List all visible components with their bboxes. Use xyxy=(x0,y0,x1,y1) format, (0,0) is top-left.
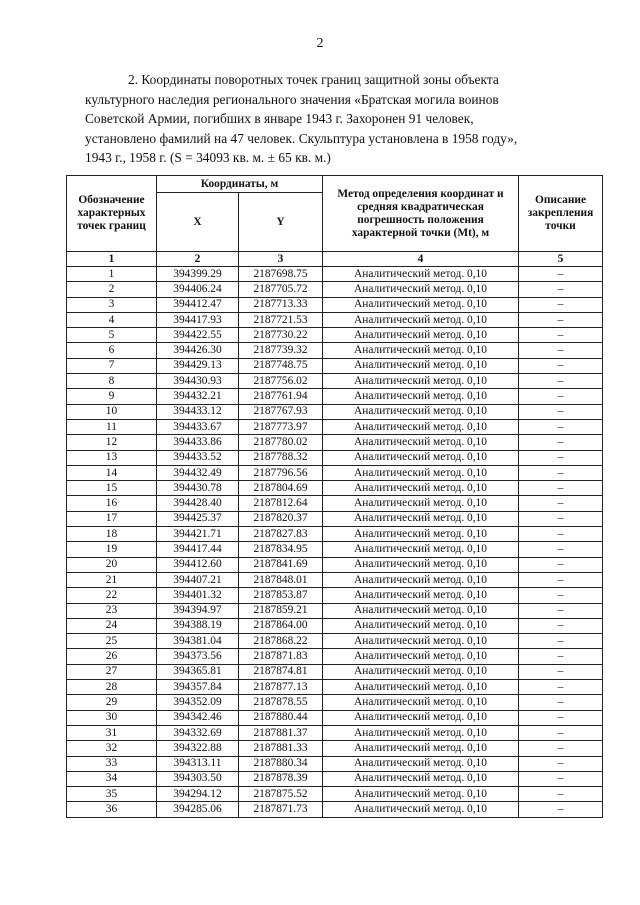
x-coordinate-cell: 394422.55 xyxy=(157,328,239,343)
intro-paragraph xyxy=(85,70,593,168)
description-cell: – xyxy=(519,496,603,511)
table-row xyxy=(67,618,603,633)
y-coordinate-cell: 2187877.13 xyxy=(239,680,323,695)
y-coordinate-cell: 2187848.01 xyxy=(239,572,323,587)
table-row xyxy=(67,282,603,297)
table-row xyxy=(67,358,603,373)
description-cell: – xyxy=(519,710,603,725)
y-coordinate-cell: 2187804.69 xyxy=(239,481,323,496)
table-row xyxy=(67,435,603,450)
description-cell: – xyxy=(519,542,603,557)
table-row xyxy=(67,343,603,358)
method-cell: Аналитический метод. 0,10 xyxy=(323,343,519,358)
point-id-cell: 27 xyxy=(67,664,157,679)
x-coordinate-cell: 394373.56 xyxy=(157,649,239,664)
intro-line: Советской Армии, погибших в январе 1943 г. Захоронен 91 человек, xyxy=(85,111,474,126)
header-method: Метод определения координат и средняя квадратическая погрешность положения характерной точки (Mt), м xyxy=(323,176,519,252)
x-coordinate-cell: 394313.11 xyxy=(157,756,239,771)
column-number: 3 xyxy=(239,252,323,267)
description-cell: – xyxy=(519,297,603,312)
method-cell: Аналитический метод. 0,10 xyxy=(323,572,519,587)
y-coordinate-cell: 2187756.02 xyxy=(239,374,323,389)
method-cell: Аналитический метод. 0,10 xyxy=(323,465,519,480)
point-id-cell: 6 xyxy=(67,343,157,358)
description-cell: – xyxy=(519,419,603,434)
point-id-cell: 16 xyxy=(67,496,157,511)
table-row xyxy=(67,450,603,465)
x-coordinate-cell: 394357.84 xyxy=(157,680,239,695)
method-cell: Аналитический метод. 0,10 xyxy=(323,435,519,450)
description-cell: – xyxy=(519,389,603,404)
point-id-cell: 8 xyxy=(67,374,157,389)
x-coordinate-cell: 394285.06 xyxy=(157,802,239,817)
point-id-cell: 15 xyxy=(67,481,157,496)
point-id-cell: 30 xyxy=(67,710,157,725)
method-cell: Аналитический метод. 0,10 xyxy=(323,664,519,679)
point-id-cell: 29 xyxy=(67,695,157,710)
method-cell: Аналитический метод. 0,10 xyxy=(323,297,519,312)
method-cell: Аналитический метод. 0,10 xyxy=(323,603,519,618)
description-cell: – xyxy=(519,664,603,679)
x-coordinate-cell: 394342.46 xyxy=(157,710,239,725)
table-row xyxy=(67,374,603,389)
x-coordinate-cell: 394294.12 xyxy=(157,787,239,802)
method-cell: Аналитический метод. 0,10 xyxy=(323,328,519,343)
description-cell: – xyxy=(519,404,603,419)
point-id-cell: 35 xyxy=(67,787,157,802)
column-number: 2 xyxy=(157,252,239,267)
description-cell: – xyxy=(519,282,603,297)
point-id-cell: 12 xyxy=(67,435,157,450)
header-x: X xyxy=(157,193,239,252)
intro-line: культурного наследия регионального значения «Братская могила воинов xyxy=(85,91,499,107)
table-row xyxy=(67,465,603,480)
x-coordinate-cell: 394429.13 xyxy=(157,358,239,373)
point-id-cell: 23 xyxy=(67,603,157,618)
table-row xyxy=(67,481,603,496)
table-row xyxy=(67,572,603,587)
method-cell: Аналитический метод. 0,10 xyxy=(323,267,519,282)
column-number-row xyxy=(67,252,603,267)
point-id-cell: 1 xyxy=(67,267,157,282)
y-coordinate-cell: 2187761.94 xyxy=(239,389,323,404)
table-row xyxy=(67,588,603,603)
description-cell: – xyxy=(519,450,603,465)
y-coordinate-cell: 2187788.32 xyxy=(239,450,323,465)
method-cell: Аналитический метод. 0,10 xyxy=(323,389,519,404)
description-cell: – xyxy=(519,527,603,542)
x-coordinate-cell: 394421.71 xyxy=(157,527,239,542)
y-coordinate-cell: 2187881.37 xyxy=(239,725,323,740)
description-cell: – xyxy=(519,787,603,802)
description-cell: – xyxy=(519,358,603,373)
x-coordinate-cell: 394381.04 xyxy=(157,634,239,649)
point-id-cell: 4 xyxy=(67,312,157,327)
point-id-cell: 5 xyxy=(67,328,157,343)
table-row xyxy=(67,756,603,771)
point-id-cell: 22 xyxy=(67,588,157,603)
point-id-cell: 18 xyxy=(67,527,157,542)
y-coordinate-cell: 2187748.75 xyxy=(239,358,323,373)
method-cell: Аналитический метод. 0,10 xyxy=(323,358,519,373)
table-row xyxy=(67,557,603,572)
y-coordinate-cell: 2187878.39 xyxy=(239,771,323,786)
x-coordinate-cell: 394412.60 xyxy=(157,557,239,572)
description-cell: – xyxy=(519,481,603,496)
x-coordinate-cell: 394430.78 xyxy=(157,481,239,496)
method-cell: Аналитический метод. 0,10 xyxy=(323,680,519,695)
y-coordinate-cell: 2187881.33 xyxy=(239,741,323,756)
method-cell: Аналитический метод. 0,10 xyxy=(323,419,519,434)
y-coordinate-cell: 2187853.87 xyxy=(239,588,323,603)
y-coordinate-cell: 2187878.55 xyxy=(239,695,323,710)
table-row xyxy=(67,771,603,786)
y-coordinate-cell: 2187773.97 xyxy=(239,419,323,434)
x-coordinate-cell: 394432.49 xyxy=(157,465,239,480)
table-row xyxy=(67,328,603,343)
description-cell: – xyxy=(519,511,603,526)
x-coordinate-cell: 394425.37 xyxy=(157,511,239,526)
description-cell: – xyxy=(519,634,603,649)
x-coordinate-cell: 394352.09 xyxy=(157,695,239,710)
table-row xyxy=(67,725,603,740)
point-id-cell: 33 xyxy=(67,756,157,771)
method-cell: Аналитический метод. 0,10 xyxy=(323,756,519,771)
method-cell: Аналитический метод. 0,10 xyxy=(323,542,519,557)
y-coordinate-cell: 2187834.95 xyxy=(239,542,323,557)
point-id-cell: 3 xyxy=(67,297,157,312)
y-coordinate-cell: 2187875.52 xyxy=(239,787,323,802)
x-coordinate-cell: 394426.30 xyxy=(157,343,239,358)
method-cell: Аналитический метод. 0,10 xyxy=(323,787,519,802)
column-number: 5 xyxy=(519,252,603,267)
x-coordinate-cell: 394430.93 xyxy=(157,374,239,389)
method-cell: Аналитический метод. 0,10 xyxy=(323,282,519,297)
y-coordinate-cell: 2187880.44 xyxy=(239,710,323,725)
intro-line: установлено фамилий на 47 человек. Скульптура установлена в 1958 году», xyxy=(85,130,518,146)
y-coordinate-cell: 2187767.93 xyxy=(239,404,323,419)
method-cell: Аналитический метод. 0,10 xyxy=(323,802,519,817)
description-cell: – xyxy=(519,618,603,633)
description-cell: – xyxy=(519,802,603,817)
x-coordinate-cell: 394407.21 xyxy=(157,572,239,587)
y-coordinate-cell: 2187812.64 xyxy=(239,496,323,511)
method-cell: Аналитический метод. 0,10 xyxy=(323,618,519,633)
intro-line: 2. Координаты поворотных точек границ защитной зоны объекта xyxy=(128,72,499,87)
x-coordinate-cell: 394433.86 xyxy=(157,435,239,450)
point-id-cell: 32 xyxy=(67,741,157,756)
coordinates-table xyxy=(66,175,603,818)
method-cell: Аналитический метод. 0,10 xyxy=(323,649,519,664)
y-coordinate-cell: 2187880.34 xyxy=(239,756,323,771)
table-row xyxy=(67,802,603,817)
description-cell: – xyxy=(519,680,603,695)
method-cell: Аналитический метод. 0,10 xyxy=(323,312,519,327)
table-row xyxy=(67,419,603,434)
description-cell: – xyxy=(519,649,603,664)
y-coordinate-cell: 2187874.81 xyxy=(239,664,323,679)
table-row xyxy=(67,649,603,664)
x-coordinate-cell: 394433.67 xyxy=(157,419,239,434)
table-row xyxy=(67,634,603,649)
column-number: 1 xyxy=(67,252,157,267)
y-coordinate-cell: 2187739.32 xyxy=(239,343,323,358)
table-row xyxy=(67,710,603,725)
y-coordinate-cell: 2187841.69 xyxy=(239,557,323,572)
x-coordinate-cell: 394433.12 xyxy=(157,404,239,419)
description-cell: – xyxy=(519,435,603,450)
point-id-cell: 7 xyxy=(67,358,157,373)
point-id-cell: 24 xyxy=(67,618,157,633)
y-coordinate-cell: 2187827.83 xyxy=(239,527,323,542)
method-cell: Аналитический метод. 0,10 xyxy=(323,404,519,419)
point-id-cell: 2 xyxy=(67,282,157,297)
method-cell: Аналитический метод. 0,10 xyxy=(323,634,519,649)
header-point-designation: Обозначение характерных точек границ xyxy=(67,176,157,252)
header-y: Y xyxy=(239,193,323,252)
y-coordinate-cell: 2187871.83 xyxy=(239,649,323,664)
method-cell: Аналитический метод. 0,10 xyxy=(323,511,519,526)
x-coordinate-cell: 394406.24 xyxy=(157,282,239,297)
header-coordinates: Координаты, м xyxy=(157,176,323,193)
point-id-cell: 21 xyxy=(67,572,157,587)
x-coordinate-cell: 394394.97 xyxy=(157,603,239,618)
point-id-cell: 36 xyxy=(67,802,157,817)
description-cell: – xyxy=(519,725,603,740)
table-row xyxy=(67,297,603,312)
description-cell: – xyxy=(519,343,603,358)
table-row xyxy=(67,404,603,419)
method-cell: Аналитический метод. 0,10 xyxy=(323,695,519,710)
point-id-cell: 25 xyxy=(67,634,157,649)
point-id-cell: 9 xyxy=(67,389,157,404)
x-coordinate-cell: 394365.81 xyxy=(157,664,239,679)
x-coordinate-cell: 394322.88 xyxy=(157,741,239,756)
x-coordinate-cell: 394417.93 xyxy=(157,312,239,327)
method-cell: Аналитический метод. 0,10 xyxy=(323,450,519,465)
table-row xyxy=(67,389,603,404)
y-coordinate-cell: 2187698.75 xyxy=(239,267,323,282)
description-cell: – xyxy=(519,312,603,327)
method-cell: Аналитический метод. 0,10 xyxy=(323,771,519,786)
point-id-cell: 28 xyxy=(67,680,157,695)
description-cell: – xyxy=(519,572,603,587)
x-coordinate-cell: 394428.40 xyxy=(157,496,239,511)
method-cell: Аналитический метод. 0,10 xyxy=(323,710,519,725)
point-id-cell: 10 xyxy=(67,404,157,419)
x-coordinate-cell: 394388.19 xyxy=(157,618,239,633)
description-cell: – xyxy=(519,741,603,756)
method-cell: Аналитический метод. 0,10 xyxy=(323,557,519,572)
x-coordinate-cell: 394433.52 xyxy=(157,450,239,465)
method-cell: Аналитический метод. 0,10 xyxy=(323,481,519,496)
x-coordinate-cell: 394412.47 xyxy=(157,297,239,312)
y-coordinate-cell: 2187721.53 xyxy=(239,312,323,327)
table-row xyxy=(67,664,603,679)
description-cell: – xyxy=(519,603,603,618)
x-coordinate-cell: 394417.44 xyxy=(157,542,239,557)
point-id-cell: 26 xyxy=(67,649,157,664)
y-coordinate-cell: 2187820.37 xyxy=(239,511,323,526)
y-coordinate-cell: 2187796.56 xyxy=(239,465,323,480)
method-cell: Аналитический метод. 0,10 xyxy=(323,374,519,389)
y-coordinate-cell: 2187780.02 xyxy=(239,435,323,450)
table-row xyxy=(67,741,603,756)
x-coordinate-cell: 394401.32 xyxy=(157,588,239,603)
method-cell: Аналитический метод. 0,10 xyxy=(323,588,519,603)
table-row xyxy=(67,695,603,710)
table-row xyxy=(67,680,603,695)
method-cell: Аналитический метод. 0,10 xyxy=(323,725,519,740)
y-coordinate-cell: 2187713.33 xyxy=(239,297,323,312)
method-cell: Аналитический метод. 0,10 xyxy=(323,741,519,756)
table-row xyxy=(67,527,603,542)
point-id-cell: 34 xyxy=(67,771,157,786)
y-coordinate-cell: 2187730.22 xyxy=(239,328,323,343)
description-cell: – xyxy=(519,374,603,389)
y-coordinate-cell: 2187859.21 xyxy=(239,603,323,618)
x-coordinate-cell: 394399.29 xyxy=(157,267,239,282)
intro-line: 1943 г., 1958 г. (S = 34093 кв. м. ± 65 кв. м.) xyxy=(85,150,331,165)
description-cell: – xyxy=(519,756,603,771)
description-cell: – xyxy=(519,557,603,572)
x-coordinate-cell: 394432.21 xyxy=(157,389,239,404)
header-description: Описание закрепления точки xyxy=(519,176,603,252)
point-id-cell: 13 xyxy=(67,450,157,465)
y-coordinate-cell: 2187864.00 xyxy=(239,618,323,633)
description-cell: – xyxy=(519,588,603,603)
method-cell: Аналитический метод. 0,10 xyxy=(323,527,519,542)
table-row xyxy=(67,496,603,511)
point-id-cell: 14 xyxy=(67,465,157,480)
point-id-cell: 17 xyxy=(67,511,157,526)
table-row xyxy=(67,603,603,618)
x-coordinate-cell: 394303.50 xyxy=(157,771,239,786)
column-number: 4 xyxy=(323,252,519,267)
table-row xyxy=(67,511,603,526)
y-coordinate-cell: 2187871.73 xyxy=(239,802,323,817)
table-body xyxy=(67,267,603,818)
description-cell: – xyxy=(519,771,603,786)
point-id-cell: 20 xyxy=(67,557,157,572)
x-coordinate-cell: 394332.69 xyxy=(157,725,239,740)
description-cell: – xyxy=(519,328,603,343)
table-row xyxy=(67,787,603,802)
method-cell: Аналитический метод. 0,10 xyxy=(323,496,519,511)
y-coordinate-cell: 2187868.22 xyxy=(239,634,323,649)
page-number: 2 xyxy=(316,36,324,51)
description-cell: – xyxy=(519,465,603,480)
point-id-cell: 31 xyxy=(67,725,157,740)
table-row xyxy=(67,267,603,282)
point-id-cell: 19 xyxy=(67,542,157,557)
table-row xyxy=(67,312,603,327)
y-coordinate-cell: 2187705.72 xyxy=(239,282,323,297)
description-cell: – xyxy=(519,695,603,710)
point-id-cell: 11 xyxy=(67,419,157,434)
table-row xyxy=(67,542,603,557)
description-cell: – xyxy=(519,267,603,282)
